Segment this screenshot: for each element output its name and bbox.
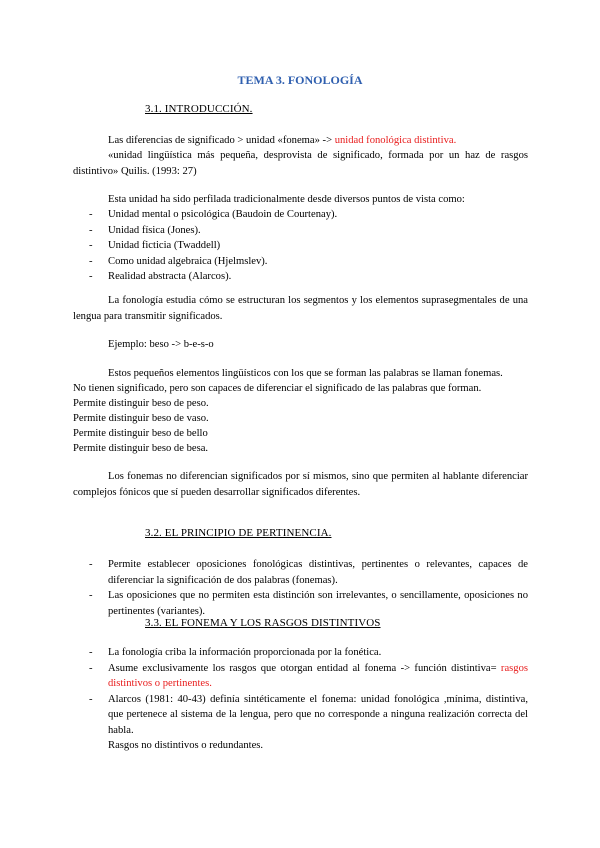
list-item: - Asume exclusivamente los rasgos que otorgan entidad al fonema -> función distintiva= rasgos distintivos o pertinentes. <box>89 662 528 689</box>
list-item: - Unidad física (Jones). <box>89 224 201 236</box>
permite-line: Permite distinguir beso de besa. <box>73 443 209 454</box>
list-item: - Unidad ficticia (Twaddell) <box>89 240 221 251</box>
list-puntos-de-vista <box>73 207 528 285</box>
document-title: TEMA 3. FONOLOGÍA <box>237 73 363 87</box>
list-pertinencia <box>73 557 528 619</box>
highlight-text: rasgos distintivos o pertinentes. <box>108 662 528 689</box>
highlight-text: unidad fonológica distintiva. <box>334 135 457 146</box>
section-heading-pertinencia: 3.2. EL PRINCIPIO DE PERTINENCIA. <box>145 527 332 539</box>
list-item-continuation: Rasgos no distintivos o redundantes. <box>108 740 264 751</box>
section-heading-fonema-rasgos: 3.3. EL FONEMA Y LOS RASGOS DISTINTIVOS <box>145 617 381 629</box>
list-fonema-rasgos <box>73 645 528 754</box>
paragraph-fonema-intro <box>73 133 528 149</box>
list-item: - Realidad abstracta (Alarcos). <box>89 271 232 282</box>
permite-line: Permite distinguir beso de vaso. <box>73 413 209 424</box>
paragraph-complejos-fonicos: Los fonemas no diferencian significados por sí mismos, sino que permiten al hablante diferenciar complejos fónicos que sí pueden desarrollar significados diferentes. <box>73 471 528 498</box>
section-heading-introduccion: 3.1. INTRODUCCIÓN. <box>145 103 253 115</box>
paragraph-fonologia-estudia: La fonología estudia cómo se estructuran los segmentos y los elementos suprasegmentales de una lengua para transmitir significados. <box>73 295 528 322</box>
paragraph-fonemas: Estos pequeños elementos lingüísticos con los que se forman las palabras se llaman fonemas. <box>108 368 503 379</box>
list-item: - Permite establecer oposiciones fonológicas distintivas, pertinentes o relevantes, capaces de diferenciar la significación de dos palabras (fonemas). <box>89 559 528 586</box>
list-item: - Alarcos (1981: 40-43) definía sintéticamente el fonema: unidad fonológica ,mínima, distintiva, que pertenece al sistema de la lengua, pero que no corresponde a ninguna realización correcta del habla. Rasgos no distintivos o redundantes. <box>89 693 528 751</box>
list-item: - Como unidad algebraica (Hjelmslev). <box>89 255 268 267</box>
permite-line: Permite distinguir beso de peso. <box>73 398 209 409</box>
paragraph-puntos-de-vista: Esta unidad ha sido perfilada tradicionalmente desde diversos puntos de vista como: <box>108 194 465 205</box>
paragraph-quilis-quote: «unidad lingüística más pequeña, desprovista de significado, formada por un haz de rasgos distintivo» Quilis. (1993: 27) <box>73 150 528 177</box>
paragraph-ejemplo: Ejemplo: beso -> b-e-s-o <box>108 339 214 350</box>
list-item: - Las oposiciones que no permiten esta distinción son irrelevantes, o sencillamente, oposiciones no pertinentes (variantes). <box>89 590 528 617</box>
list-item: - Unidad mental o psicológica (Baudoin de Courtenay). <box>89 209 338 220</box>
paragraph-text: Las diferencias de significado > unidad «fonema» -> <box>108 135 335 146</box>
paragraph-no-tienen-significado: No tienen significado, pero son capaces de diferenciar el significado de las palabras que forman. <box>73 383 482 394</box>
list-item: - La fonología criba la información proporcionada por la fonética. <box>89 647 382 658</box>
permite-line: Permite distinguir beso de bello <box>73 428 208 439</box>
